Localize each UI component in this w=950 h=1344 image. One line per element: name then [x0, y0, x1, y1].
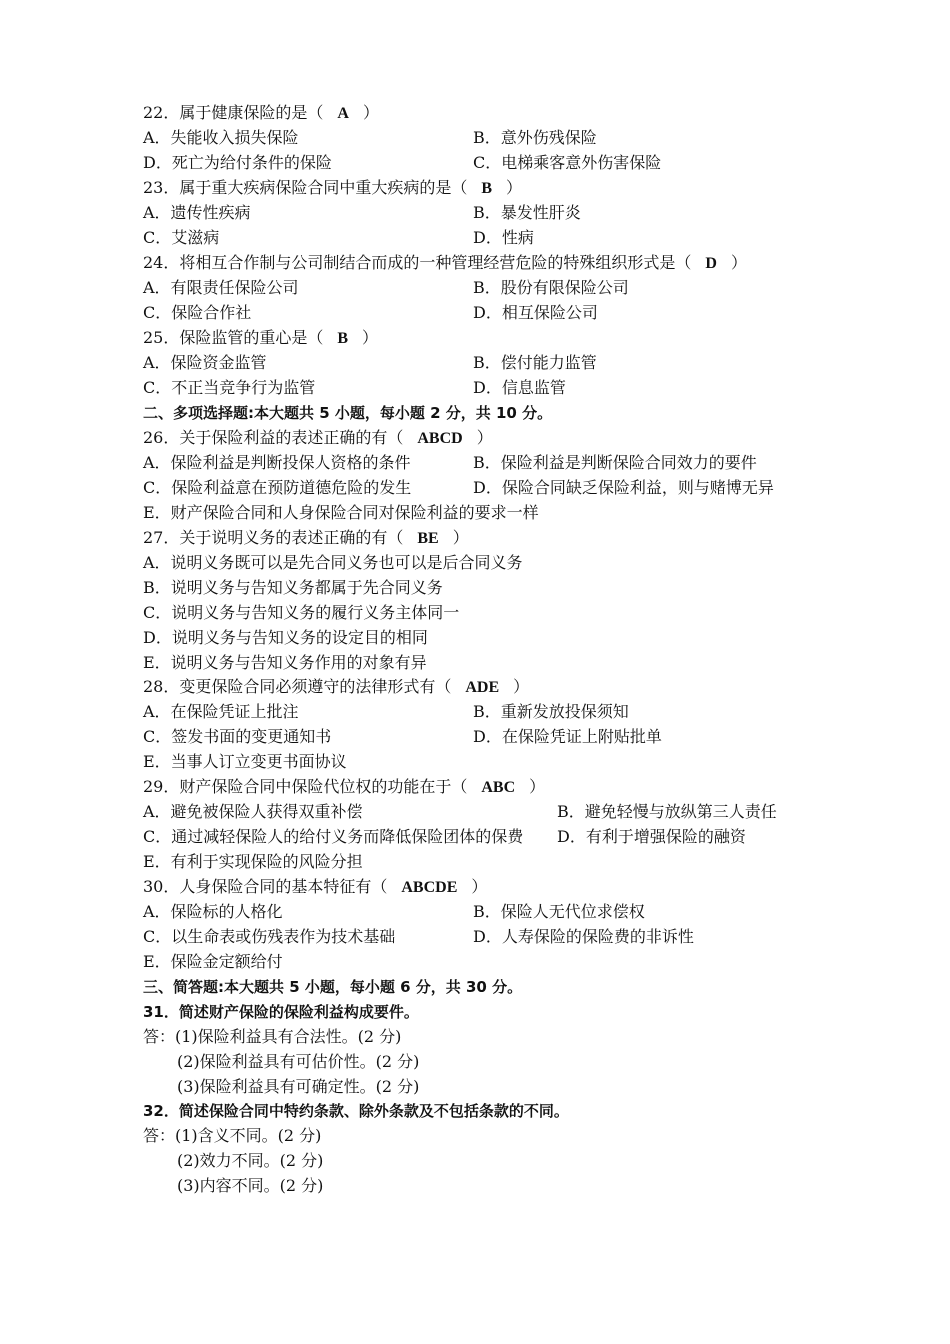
option-28-e: E．当事人订立变更书面协议 — [143, 752, 347, 771]
option-30-b: B．保险人无代位求偿权 — [473, 902, 645, 921]
option-30-d: D．人寿保险的保险费的非诉性 — [473, 927, 694, 946]
option-30-a: A．保险标的人格化 — [143, 902, 283, 921]
option-28-d: D．在保险凭证上附贴批单 — [473, 727, 662, 746]
option-24-d: D．相互保险公司 — [473, 303, 598, 322]
answer-32-line-1: 答：(1)含义不同。(2 分) — [143, 1126, 322, 1145]
option-24-a: A．有限责任保险公司 — [143, 278, 299, 297]
option-28-b: B．重新发放投保须知 — [473, 702, 629, 721]
option-29-e: E．有利于实现保险的风险分担 — [143, 852, 363, 871]
option-30-c: C．以生命表或伤残表作为技术基础 — [143, 927, 396, 946]
option-29-b: B．避免轻慢与放纵第三人责任 — [557, 802, 777, 821]
option-28-a: A．在保险凭证上批注 — [143, 702, 299, 721]
option-23-a: A．遗传性疾病 — [143, 203, 251, 222]
option-23-c: C．艾滋病 — [143, 228, 220, 247]
section-3-heading: 三、简答题:本大题共 5 小题，每小题 6 分，共 30 分。 — [143, 978, 523, 996]
answer-32-line-2: (2)效力不同。(2 分) — [177, 1151, 324, 1170]
option-29-d: D．有利于增强保险的融资 — [557, 827, 746, 846]
question-24-answer: D — [705, 255, 717, 272]
option-28-c: C．签发书面的变更通知书 — [143, 727, 332, 746]
question-26-answer: ABCD — [417, 430, 463, 447]
question-22-answer: A — [337, 105, 349, 122]
option-30-e: E．保险金定额给付 — [143, 952, 283, 971]
option-26-d: D．保险合同缺乏保险利益，则与赌博无异 — [473, 478, 774, 497]
question-24-stem: 24．将相互合作制与公司制结合而成的一种管理经营危险的特殊组织形式是（ D ） — [143, 253, 747, 272]
answer-32-line-3: (3)内容不同。(2 分) — [177, 1176, 324, 1195]
answer-31-line-2: (2)保险利益具有可估价性。(2 分) — [177, 1052, 420, 1071]
option-26-a: A．保险利益是判断投保人资格的条件 — [143, 453, 411, 472]
question-27-stem: 27．关于说明义务的表述正确的有（ BE ） — [143, 528, 469, 547]
answer-31-line-1: 答：(1)保险利益具有合法性。(2 分) — [143, 1027, 402, 1046]
option-23-d: D．性病 — [473, 228, 534, 247]
question-28-stem: 28．变更保险合同必须遵守的法律形式有（ ADE ） — [143, 677, 530, 696]
option-27-a: A．说明义务既可以是先合同义务也可以是后合同义务 — [143, 553, 523, 572]
question-29-answer: ABC — [481, 779, 516, 796]
question-25-stem: 25．保险监管的重心是（ B ） — [143, 328, 379, 347]
option-25-a: A．保险资金监管 — [143, 353, 267, 372]
question-28-answer: ADE — [465, 679, 500, 696]
question-26-stem: 26．关于保险利益的表述正确的有（ ABCD ） — [143, 428, 493, 447]
question-25-answer: B — [337, 330, 349, 347]
option-25-b: B．偿付能力监管 — [473, 353, 597, 372]
question-29-stem: 29．财产保险合同中保险代位权的功能在于（ ABC ） — [143, 777, 546, 796]
option-23-b: B．暴发性肝炎 — [473, 203, 581, 222]
option-27-d: D．说明义务与告知义务的设定目的相同 — [143, 628, 428, 647]
option-24-b: B．股份有限保险公司 — [473, 278, 629, 297]
option-27-b: B．说明义务与告知义务都属于先合同义务 — [143, 578, 443, 597]
question-30-stem: 30．人身保险合同的基本特征有（ ABCDE ） — [143, 877, 488, 896]
option-25-d: D．信息监管 — [473, 378, 566, 397]
option-22-a: A．失能收入损失保险 — [143, 128, 299, 147]
option-29-c: C．通过减轻保险人的给付义务而降低保险团体的保费 — [143, 827, 524, 846]
option-25-c: C．不正当竞争行为监管 — [143, 378, 316, 397]
question-31-stem: 31．简述财产保险的保险利益构成要件。 — [143, 1003, 419, 1021]
question-27-answer: BE — [417, 530, 439, 547]
option-24-c: C．保险合作社 — [143, 303, 252, 322]
question-23-answer: B — [481, 180, 493, 197]
option-26-c: C．保险利益意在预防道德危险的发生 — [143, 478, 412, 497]
answer-31-line-3: (3)保险利益具有可确定性。(2 分) — [177, 1077, 420, 1096]
option-27-e: E．说明义务与告知义务作用的对象有异 — [143, 653, 427, 672]
option-26-b: B．保险利益是判断保险合同效力的要件 — [473, 453, 757, 472]
option-27-c: C．说明义务与告知义务的履行义务主体同一 — [143, 603, 460, 622]
question-30-answer: ABCDE — [401, 879, 458, 896]
option-22-c: C．电梯乘客意外伤害保险 — [473, 153, 662, 172]
option-22-b: B．意外伤残保险 — [473, 128, 597, 147]
question-23-stem: 23．属于重大疾病保险合同中重大疾病的是（ B ） — [143, 178, 523, 197]
option-22-d: D．死亡为给付条件的保险 — [143, 153, 332, 172]
option-29-a: A．避免被保险人获得双重补偿 — [143, 802, 363, 821]
option-26-e: E．财产保险合同和人身保险合同对保险利益的要求一样 — [143, 503, 539, 522]
section-2-heading: 二、多项选择题:本大题共 5 小题，每小题 2 分，共 10 分。 — [143, 404, 553, 422]
question-22-stem: 22．属于健康保险的是（ A ） — [143, 103, 379, 122]
question-32-stem: 32．简述保险合同中特约条款、除外条款及不包括条款的不同。 — [143, 1102, 569, 1120]
